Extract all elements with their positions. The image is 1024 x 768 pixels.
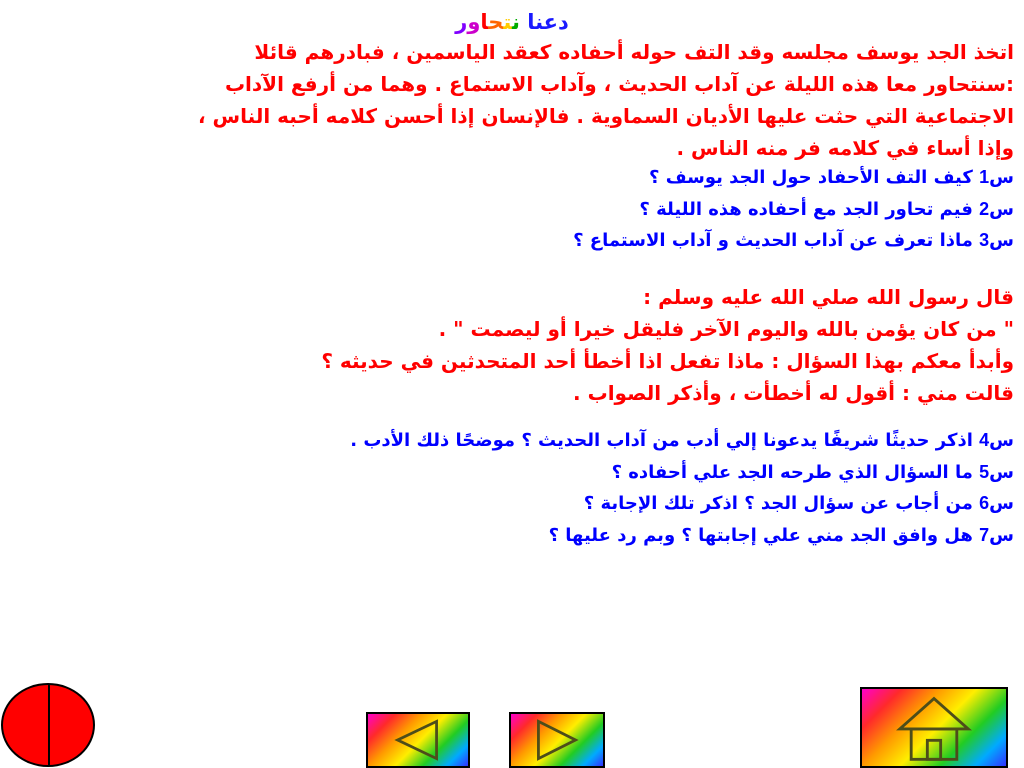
question-text: ماذا تعرف عن آداب الحديث و آداب الاستماع ؟ [573, 230, 980, 251]
title-part: ر [455, 10, 468, 34]
red-circle-button[interactable] [1, 683, 95, 767]
question-item [10, 162, 1014, 194]
home-button[interactable] [860, 687, 1008, 768]
house-icon [862, 689, 1006, 766]
questions-group-b [10, 425, 1014, 551]
question-prefix: س [989, 230, 1014, 251]
title-part: دعنا [527, 10, 569, 34]
question-item [10, 225, 1014, 257]
questions-group-a [10, 162, 1014, 257]
title-part: ت [503, 10, 512, 34]
title-part: ن [511, 10, 520, 34]
question-number: 5 [979, 461, 990, 482]
question-item [10, 457, 1014, 489]
question-prefix: س [989, 430, 1014, 451]
question-number: 1 [979, 167, 990, 187]
title-part: ح [488, 10, 504, 34]
question-number: 4 [979, 430, 990, 450]
question-number: 2 [979, 198, 990, 219]
story-line: اتخذ الجد يوسف مجلسه وقد التف حوله أحفاده كعقد الياسمين ، فبادرهم قائلا [254, 40, 1014, 64]
title-part: ا [480, 10, 489, 34]
question-prefix: س [989, 493, 1014, 514]
question-number: 3 [979, 230, 990, 250]
question-text: اذكر حديثًا شريفًا يدعونا إلي أدب من آداب الحديث ؟ موضحًا ذلك الأدب . [350, 430, 980, 451]
question-prefix: س [989, 461, 1014, 483]
question-prefix: س [989, 167, 1014, 188]
previous-slide-button[interactable] [366, 712, 470, 768]
question-prefix: س [989, 524, 1014, 546]
question-prefix: س [989, 198, 1014, 220]
question-number: 7 [979, 524, 990, 545]
question-item [10, 425, 1014, 457]
hadith-paragraph [10, 281, 1014, 409]
question-text: كيف التف الأحفاد حول الجد يوسف ؟ [649, 167, 980, 188]
story-line: وإذا أساء في كلامه فر منه الناس . [676, 136, 1014, 160]
question-text: ما السؤال الذي طرحه الجد علي أحفاده ؟ [611, 461, 980, 483]
hadith-line: " من كان يؤمن بالله واليوم الآخر فليقل خيرا أو ليصمت " . [438, 317, 1014, 341]
hadith-line: قال رسول الله صلي الله عليه وسلم : [643, 285, 1014, 309]
question-item [10, 194, 1014, 226]
question-item [10, 488, 1014, 520]
question-item [10, 520, 1014, 552]
story-paragraph [10, 36, 1014, 164]
title-part: و [467, 10, 481, 34]
question-text: من أجاب عن سؤال الجد ؟ اذكر تلك الإجابة ؟ [583, 493, 980, 514]
red-circle-icon [48, 685, 50, 765]
story-line: :سنتحاور معا هذه الليلة عن آداب الحديث ، وآداب الاستماع . وهما من أرفع الآداب [224, 72, 1014, 96]
question-text: هل وافق الجد مني علي إجابتها ؟ وبم رد عليها ؟ [548, 524, 980, 546]
question-text: فيم تحاور الجد مع أحفاده هذه الليلة ؟ [639, 198, 980, 220]
hadith-line: قالت مني : أقول له أخطأت ، وأذكر الصواب . [573, 381, 1014, 405]
hadith-line: وأبدأ معكم بهذا السؤال : ماذا تفعل اذا أخطأ أحد المتحدثين في حديثه ؟ [321, 349, 1014, 373]
triangle-right-icon [511, 714, 603, 766]
next-slide-button[interactable] [509, 712, 605, 768]
question-number: 6 [979, 493, 990, 513]
triangle-left-icon [368, 714, 468, 766]
story-line: الاجتماعية التي حثت عليها الأديان السماوية . فالإنسان إذا أحسن كلامه أحبه الناس ، [198, 104, 1014, 128]
page-title [0, 8, 1024, 36]
